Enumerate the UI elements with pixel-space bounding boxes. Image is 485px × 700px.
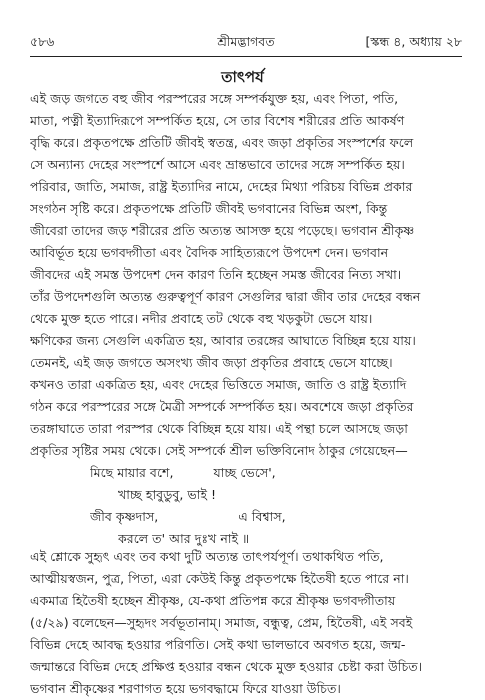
- text-line: জীবদের এই সমস্ত উপদেশ দেন কারণ তিনি হচ্ছেন সমস্ত জীবের নিত্য সখা।: [30, 267, 402, 282]
- text-line: গঠন করে পরস্পরের সঙ্গে মৈত্রী সম্পর্কে সম্পর্কিত হয়। অবশেষে জড়া প্রকৃতির: [30, 399, 414, 414]
- verse-line: খাচ্ছ হাবুডুবু, ভাই !: [118, 487, 217, 502]
- text-line: এই শ্লোকে সুহৃৎ এবং তব কথা দুটি অত্যন্ত তাৎপর্যপূর্ণ। তথাকথিত পতি,: [30, 549, 384, 564]
- text-line: (৫/২৯) বলেছেন—সুহৃদং সর্বভূতানাম্। সমাজ, বন্ধুত্ব, প্রেম, হিতৈষী, এই সবই: [30, 615, 413, 630]
- section-heading: তাৎপর্য: [221, 68, 264, 86]
- text-line: তাঁর উপদেশগুলি অত্যন্ত গুরুত্বপূর্ণ কারণ সেগুলির দ্বারা জীব তার দেহের বন্ধন: [30, 289, 421, 304]
- text-line: পরিবার, জাতি, সমাজ, রাষ্ট্র ইত্যাদির নামে, দেহের মিথ্যা পরিচয় বিভিন্ন প্রকার: [30, 179, 413, 194]
- text-line: জন্মান্তরে বিভিন্ন দেহে প্রক্ষিপ্ত হওয়ার বন্ধন থেকে মুক্ত হওয়ার চেষ্টা করা উচিত।: [30, 659, 423, 674]
- text-line: আত্মীয়স্বজন, পুত্র, পিতা, এরা কেউই কিন্তু প্রকৃতপক্ষে হিতৈষী হতে পারে না।: [30, 571, 409, 586]
- section-reference: [স্কন্ধ ৪, অধ্যায় ২৮: [365, 34, 462, 49]
- page-header: [30, 34, 462, 56]
- text-line: ক্ষণিকের জন্য সেগুলি একত্রিত হয়, আবার তরঙ্গের আঘাতে বিচ্ছিন্ন হয়ে যায়।: [30, 333, 416, 348]
- book-title: শ্রীমদ্ভাগবত: [217, 34, 275, 49]
- text-line: সে অন্যান্য দেহের সংস্পর্শে আসে এবং ভ্রান্তভাবে তাদের সঙ্গে সম্পর্কিত হয়।: [30, 157, 405, 172]
- text-line: সংগঠন সৃষ্টি করে। প্রকৃতপক্ষে প্রতিটি জীবই ভগবানের বিভিন্ন অংশ, কিন্তু: [30, 201, 388, 216]
- text-line: জীবেরা তাদের জড় শরীরের প্রতি অত্যন্ত আসক্ত হয়ে পড়েছে। ভগবান শ্রীকৃষ্ণ: [30, 223, 415, 238]
- text-line: বিভিন্ন দেহে আবদ্ধ হওয়ার পরিণতি। সেই কথা ভালভাবে অবগত হয়ে, জন্ম-: [30, 637, 406, 652]
- verse-line: জীব কৃষ্ণদাস, এ বিশ্বাস,: [90, 509, 286, 524]
- text-line: আবির্ভূত হয়ে ভগবদ্গীতা এবং বৈদিক সাহিত্যরূপে উপদেশ দেন। ভগবান: [30, 245, 389, 260]
- text-line: থেকে মুক্ত হতে পারে। নদীর প্রবাহে তট থেকে বহু খড়কুটা ভেসে যায়।: [30, 311, 373, 326]
- text-line: প্রকৃতির সৃষ্টির সময় থেকে। সেই সম্পর্কে শ্রীল ভক্তিবিনোদ ঠাকুর গেয়েছেন—: [30, 443, 408, 458]
- text-line: তরঙ্গাঘাতে তারা পরস্পর থেকে বিচ্ছিন্ন হয়ে যায়। এই পন্থা চলে আসছে জড়া: [30, 421, 408, 436]
- text-line: তেমনই, এই জড় জগতে অসংখ্য জীব জড়া প্রকৃতির প্রবাহে ভেসে যাচ্ছে।: [30, 355, 393, 370]
- header-rule: [30, 56, 462, 57]
- page-number: ৫৮৬: [30, 34, 55, 49]
- text-line: একমাত্র হিতৈষী হচ্ছেন শ্রীকৃষ্ণ, যে-কথা প্রতিপন্ন করে শ্রীকৃষ্ণ ভগবদ্গীতায়: [30, 593, 396, 608]
- verse-line: করলে ত' আর দুঃখ নাই ॥: [118, 531, 250, 546]
- text-line: এই জড় জগতে বহু জীব পরস্পরের সঙ্গে সম্পর্কযুক্ত হয়, এবং পিতা, পতি,: [30, 91, 399, 106]
- text-line: বৃদ্ধি করে। প্রকৃতপক্ষে প্রতিটি জীবই স্বতন্ত্র, এবং জড়া প্রকৃতির সংস্পর্শের ফলে: [30, 135, 414, 150]
- text-line: কখনও তারা একত্রিত হয়, এবং দেহের ভিত্তিতে সমাজ, জাতি ও রাষ্ট্র ইত্যাদি: [30, 377, 407, 392]
- text-line: ভগবান শ্রীকৃষ্ণের শরণাগত হয়ে ভগবদ্ধামে ফিরে যাওয়া উচিত।: [30, 681, 341, 696]
- verse-line: মিছে মায়ার বশে, যাচ্ছ ভেসে',: [90, 465, 276, 480]
- text-line: মাতা, পত্নী ইত্যাদিরূপে সম্পর্কিত হয়ে, সে তার বিশেষ শরীরের প্রতি আকর্ষণ: [30, 113, 405, 128]
